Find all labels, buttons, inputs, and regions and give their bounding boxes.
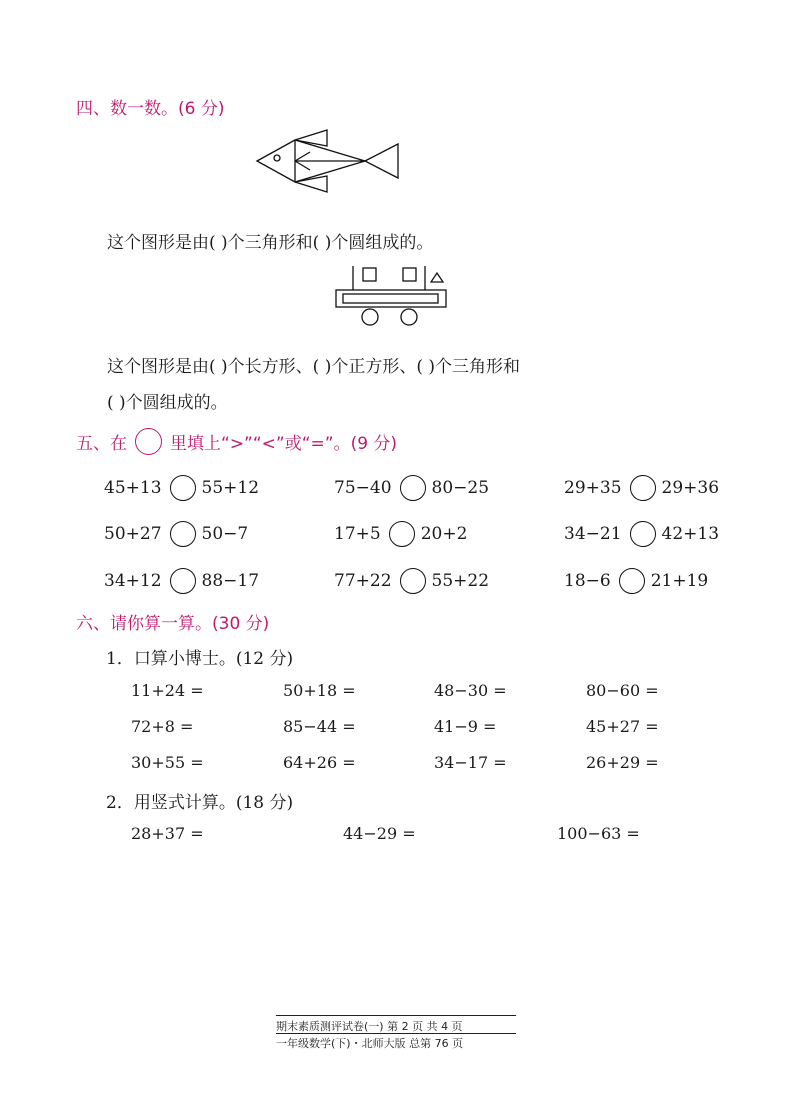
section-6-title: 六、请你算一算。(30 分)	[76, 614, 270, 634]
answer-circle[interactable]	[630, 521, 656, 547]
fish-tail	[365, 144, 398, 178]
vertical-calc-item: 28+37 =	[131, 824, 204, 843]
compare-right: 50−7	[201, 524, 249, 544]
car-question-line-2: ( )个圆组成的。	[107, 393, 228, 413]
fish-eye	[274, 155, 280, 161]
calc-item: 80−60 =	[586, 681, 659, 700]
vertical-calc-item: 44−29 =	[343, 824, 416, 843]
calc-item: 41−9 =	[434, 717, 497, 736]
answer-circle[interactable]	[170, 475, 196, 501]
compare-left: 50+27	[104, 524, 162, 544]
compare-left: 34−21	[564, 524, 622, 544]
calc-item: 34−17 =	[434, 753, 507, 772]
car-square-2	[403, 268, 416, 281]
compare-left: 18−6	[564, 571, 611, 591]
footer-rule-middle	[276, 1033, 516, 1034]
compare-item	[564, 521, 719, 547]
compare-left: 17+5	[334, 524, 381, 544]
compare-right: 20+2	[420, 524, 468, 544]
compare-left: 45+13	[104, 478, 162, 498]
car-wheel-2	[401, 309, 417, 325]
car-outer-rect	[336, 290, 446, 307]
compare-right: 55+22	[431, 571, 490, 591]
compare-item	[564, 568, 708, 594]
footer-rule-top	[276, 1015, 516, 1016]
calc-item: 26+29 =	[586, 753, 659, 772]
compare-item	[564, 475, 719, 501]
answer-circle[interactable]	[400, 475, 426, 501]
calc-item: 11+24 =	[131, 681, 204, 700]
compare-item	[334, 521, 467, 547]
car-question-line-1: 这个图形是由( )个长方形、( )个正方形、( )个三角形和	[107, 357, 521, 377]
answer-circle[interactable]	[170, 521, 196, 547]
calc-item: 72+8 =	[131, 717, 194, 736]
compare-left: 34+12	[104, 571, 162, 591]
compare-left: 75−40	[334, 478, 392, 498]
answer-circle[interactable]	[630, 475, 656, 501]
car-wheel-1	[362, 309, 378, 325]
compare-item	[334, 568, 489, 594]
answer-circle[interactable]	[619, 568, 645, 594]
circle-icon	[135, 428, 162, 455]
compare-item	[334, 475, 489, 501]
calc-item: 50+18 =	[283, 681, 356, 700]
compare-right: 21+19	[650, 571, 709, 591]
compare-right: 55+12	[201, 478, 260, 498]
compare-item	[104, 568, 259, 594]
car-square-1	[363, 268, 376, 281]
section-5-title	[76, 428, 397, 455]
car-triangle	[431, 273, 443, 282]
car-figure	[333, 263, 449, 327]
vertical-calc-item: 100−63 =	[557, 824, 640, 843]
fish-bottom-fin	[295, 176, 327, 192]
compare-right: 88−17	[201, 571, 260, 591]
compare-right: 80−25	[431, 478, 490, 498]
section-5-title-suffix: 里填上“>”“<”或“=”。(9 分)	[170, 434, 398, 454]
fish-question: 这个图形是由( )个三角形和( )个圆组成的。	[107, 233, 434, 253]
footer-line-2: 一年级数学(下)・北师大版 总第 76 页	[276, 1037, 464, 1050]
section-5-title-prefix: 五、在	[76, 434, 127, 454]
compare-item	[104, 521, 248, 547]
compare-right: 29+36	[661, 478, 720, 498]
calc-item: 30+55 =	[131, 753, 204, 772]
car-inner-rect	[343, 294, 438, 303]
calc-item: 85−44 =	[283, 717, 356, 736]
calc-item: 48−30 =	[434, 681, 507, 700]
compare-right: 42+13	[661, 524, 720, 544]
compare-left: 77+22	[334, 571, 392, 591]
answer-circle[interactable]	[389, 521, 415, 547]
compare-item	[104, 475, 259, 501]
part-1-title: 1．口算小博士。(12 分)	[106, 649, 294, 669]
calc-item: 45+27 =	[586, 717, 659, 736]
fish-top-fin	[295, 130, 327, 146]
part-2-title: 2．用竖式计算。(18 分)	[106, 793, 294, 813]
section-4-title: 四、数一数。(6 分)	[76, 99, 225, 119]
answer-circle[interactable]	[170, 568, 196, 594]
fish-figure	[255, 128, 403, 196]
calc-item: 64+26 =	[283, 753, 356, 772]
answer-circle[interactable]	[400, 568, 426, 594]
footer-line-1: 期末素质测评试卷(一) 第 2 页 共 4 页	[276, 1020, 463, 1033]
compare-left: 29+35	[564, 478, 622, 498]
